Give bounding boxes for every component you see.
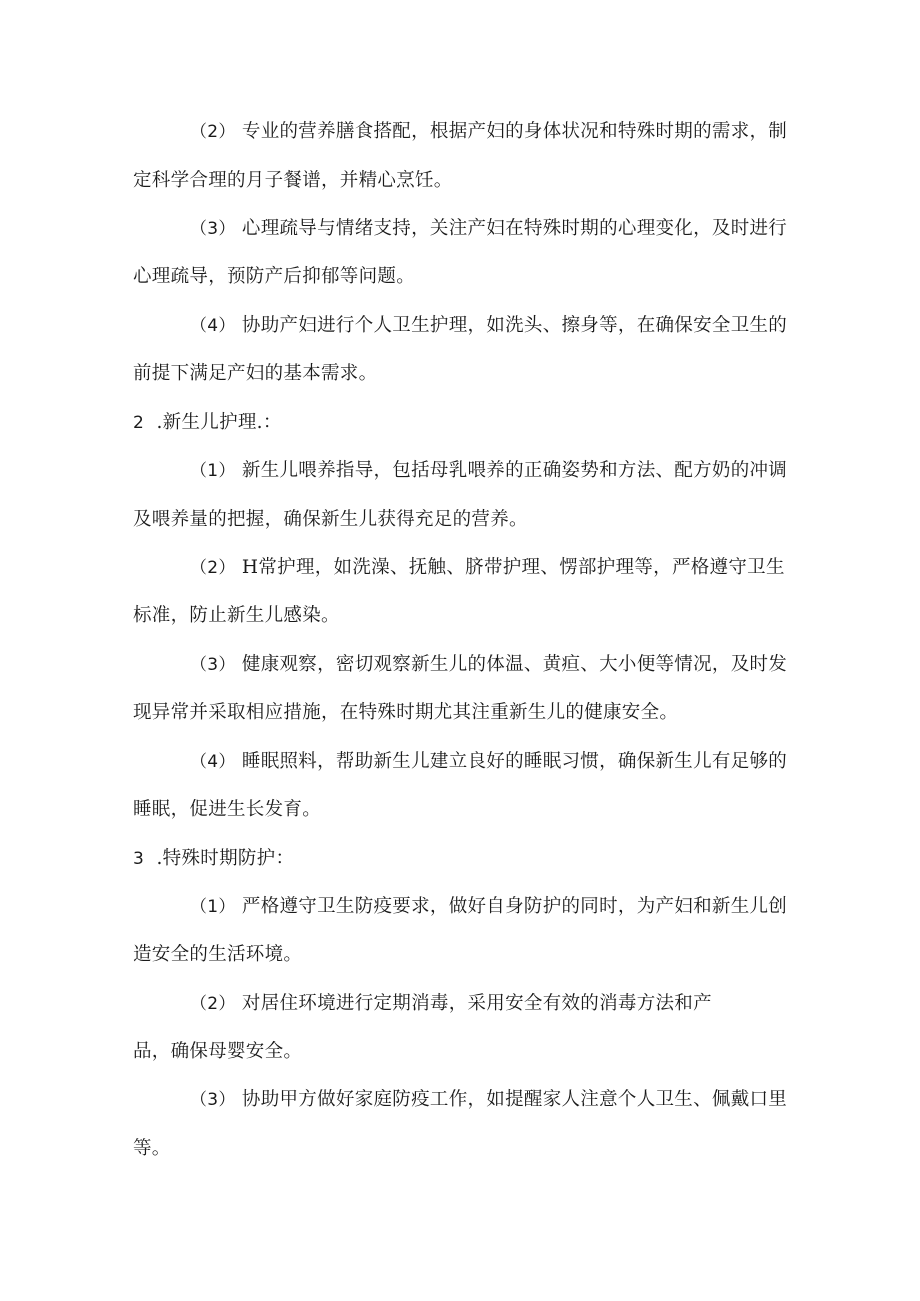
item-text: 睡眠照料，帮助新生儿建立良好的睡眠习惯，确保新生儿有足够的 xyxy=(241,751,788,772)
item-number: （4） xyxy=(190,752,236,772)
item-text: 健康观察，密切观察新生儿的体温、黄疸、大小便等情况，及时发 xyxy=(241,654,788,675)
item-number: （3） xyxy=(190,1090,236,1110)
item-number: （1） xyxy=(190,461,236,481)
item-text: 标准，防止新生儿感染。 xyxy=(133,605,340,626)
item-line xyxy=(190,652,788,678)
section-number: 2 xyxy=(133,413,145,433)
item-text: 造安全的生活环境。 xyxy=(133,944,303,965)
item-number: （2） xyxy=(190,122,236,142)
item-line xyxy=(190,1087,788,1113)
item-continuation-line xyxy=(133,942,302,968)
item-continuation-line xyxy=(133,1039,302,1065)
item-continuation-line xyxy=(133,264,415,290)
item-text: 心理疏导，预防产后抑郁等问题。 xyxy=(133,266,416,287)
item-line xyxy=(190,749,788,775)
item-text: 睡眠，促进生长发育。 xyxy=(133,799,322,820)
item-text: 品，确保母婴安全。 xyxy=(133,1041,303,1062)
item-text: 定科学合理的月子餐谱，并精心烹饪。 xyxy=(133,170,453,191)
item-text: 专业的营养膳食搭配，根据产妇的身体状况和特殊时期的需求，制 xyxy=(241,121,788,142)
item-text: H常护理，如洗澡、抚触、脐带护理、愣部护理等，严格遵守卫生 xyxy=(241,557,785,578)
item-text: 协助产妇进行个人卫生护理，如洗头、擦身等，在确保安全卫生的 xyxy=(241,315,788,336)
item-text: 前提下满足产妇的基本需求。 xyxy=(133,363,378,384)
section-number: 3 xyxy=(133,849,145,869)
item-text: 现异常并采取相应措施，在特殊时期尤其注重新生儿的健康安全。 xyxy=(133,702,679,723)
item-text: 新生儿喂养指导，包括母乳喂养的正确姿势和方法、配方奶的冲调 xyxy=(241,460,788,481)
section-title: .新生儿护理.： xyxy=(156,412,282,433)
item-text: 对居住环境进行定期消毒，采用安全有效的消毒方法和产 xyxy=(241,993,712,1014)
item-continuation-line xyxy=(133,603,340,629)
item-line xyxy=(190,555,785,581)
item-number: （4） xyxy=(190,316,236,336)
item-text: 心理疏导与情绪支持，关注产妇在特殊时期的心理变化，及时进行 xyxy=(241,218,788,239)
item-line xyxy=(190,119,788,145)
item-continuation-line xyxy=(133,361,377,387)
item-continuation-line xyxy=(133,700,678,726)
item-number: （2） xyxy=(190,994,236,1014)
item-continuation-line xyxy=(133,507,528,533)
item-number: （3） xyxy=(190,219,236,239)
item-line xyxy=(190,991,712,1017)
item-line xyxy=(190,216,788,242)
item-line xyxy=(190,458,788,484)
item-number: （3） xyxy=(190,655,236,675)
item-text: 协助甲方做好家庭防疫工作，如提醒家人注意个人卫生、佩戴口里 xyxy=(241,1089,788,1110)
section-heading xyxy=(133,846,294,872)
item-continuation-line xyxy=(133,797,321,823)
item-continuation-line xyxy=(133,168,453,194)
item-text: 及喂养量的把握，确保新生儿获得充足的营养。 xyxy=(133,509,528,530)
item-text: 等。 xyxy=(133,1138,171,1159)
item-number: （2） xyxy=(190,558,236,578)
section-heading xyxy=(133,410,282,436)
item-continuation-line xyxy=(133,1136,171,1162)
item-line xyxy=(190,894,788,920)
item-line xyxy=(190,313,788,339)
item-number: （1） xyxy=(190,897,236,917)
section-title: .特殊时期防护： xyxy=(156,848,295,869)
item-text: 严格遵守卫生防疫要求，做好自身防护的同时，为产妇和新生儿创 xyxy=(241,896,788,917)
